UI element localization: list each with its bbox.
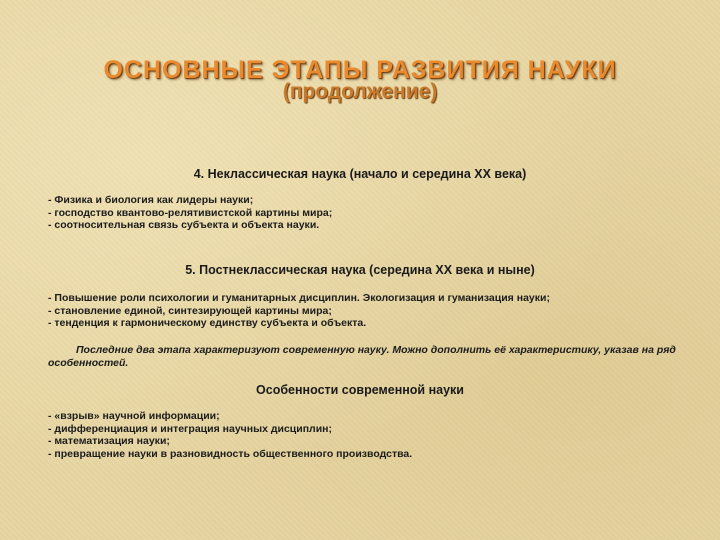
list-item: - «взрыв» научной информации; [48, 410, 220, 422]
list-item: - соотносительная связь субъекта и объекта науки. [48, 219, 320, 231]
section-5-list [48, 292, 688, 330]
list-item: - дифференциация и интеграция научных дисциплин; [48, 422, 332, 435]
note-paragraph: Последние два этапа характеризуют современную науку. Можно дополнить её характеристику, указав на ряд особенностей. [48, 344, 676, 369]
features-heading: Особенности современной науки [256, 383, 464, 397]
features-list [48, 410, 688, 460]
list-item: - тенденция к гармоническому единству субъекта и объекта. [48, 317, 367, 329]
slide-title: ОСНОВНЫЕ ЭТАПЫ РАЗВИТИЯ НАУКИ [103, 56, 617, 84]
section-5-heading: 5. Постнеклассическая наука (середина XX века и ныне) [185, 263, 535, 277]
list-item: - математизация науки; [48, 435, 170, 447]
slide-subtitle: (продолжение) [282, 80, 438, 103]
section-4-list [48, 194, 688, 232]
list-item: - Повышение роли психологии и гуманитарных дисциплин. Экологизация и гуманизация науки; [48, 292, 550, 304]
section-4-heading: 4. Неклассическая наука (начало и середина XX века) [193, 167, 527, 181]
list-item: - превращение науки в разновидность общественного производства. [48, 447, 413, 460]
list-item: - Физика и биология как лидеры науки; [48, 194, 254, 206]
list-item: - становление единой, синтезирующей картины мира; [48, 304, 332, 317]
list-item: - господство квантово-релятивистской картины мира; [48, 206, 333, 219]
